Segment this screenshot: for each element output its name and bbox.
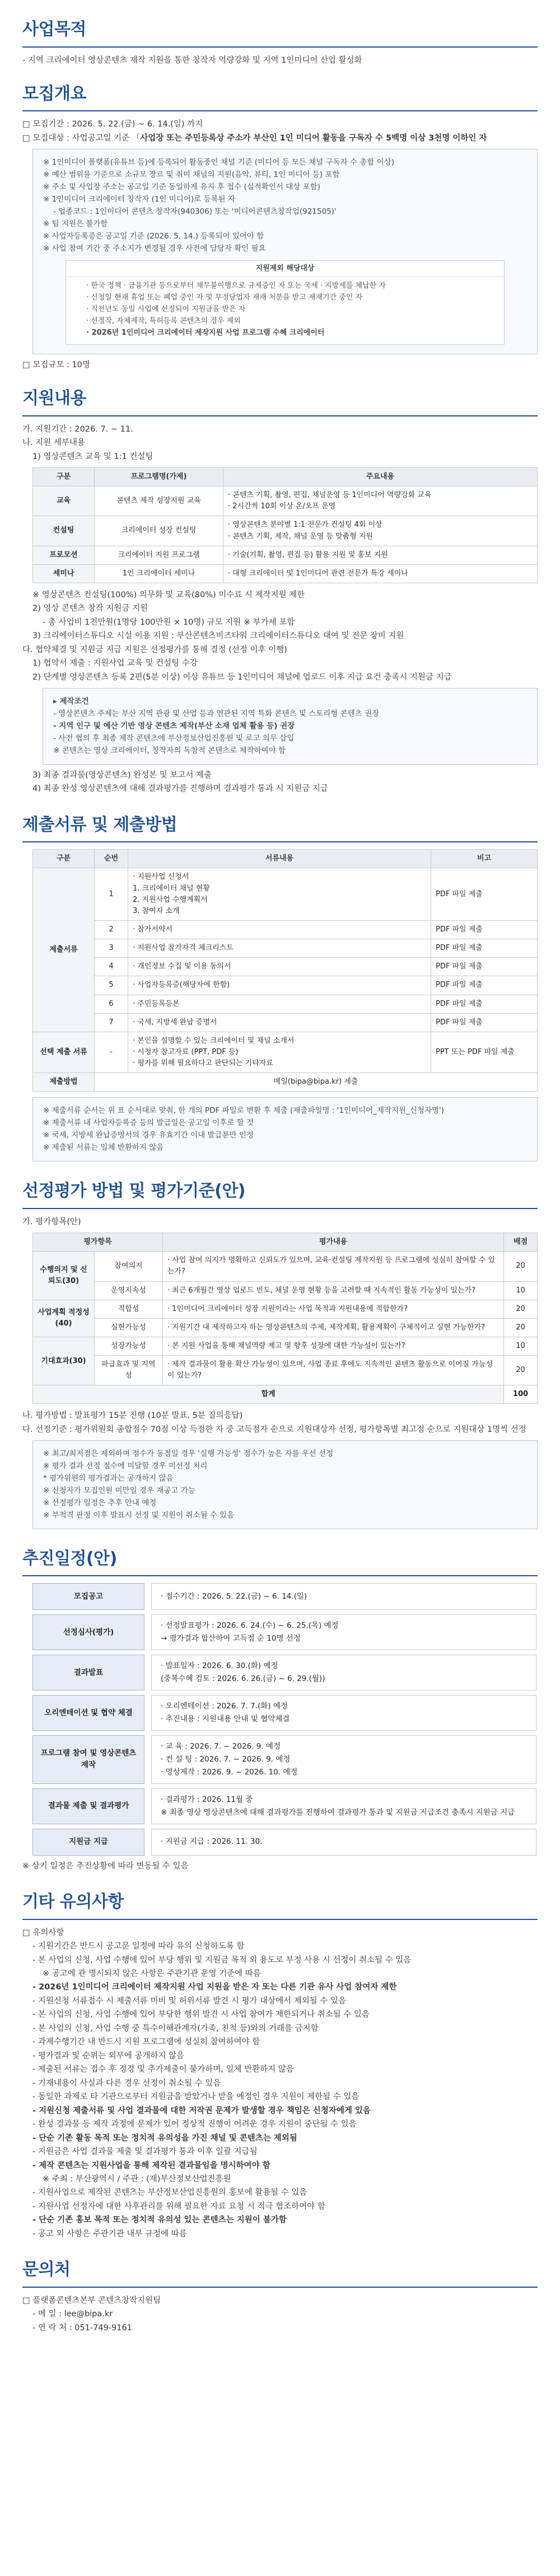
schedule-step-line: (중복수혜 검토 : 2026. 6. 26.(금) ~ 6. 29.(월)) xyxy=(161,1674,325,1684)
eval-note: ※ 신청자가 모집인원 미만일 경우 재공고 가능 xyxy=(43,1486,195,1496)
table-row xyxy=(33,1337,538,1355)
table-row xyxy=(33,1073,538,1092)
recruit-box-line: ※ 팀 지원은 불가함 xyxy=(43,219,108,229)
eval-sub: 참여의지 xyxy=(95,1252,163,1281)
docs-note: ※ 국세, 지방세 완납증명서의 경우 유효기간 이내 발급분만 인정 xyxy=(43,1131,254,1140)
eval-score: 20 xyxy=(504,1318,538,1337)
recruit-section xyxy=(22,81,538,371)
docs-section xyxy=(22,812,538,1161)
caution-line: □ 유의사항 xyxy=(22,1928,64,1937)
schedule-step-line: · 결과평가 : 2026. 11월 중 xyxy=(161,1795,253,1804)
recruit-box-line: ※ 예산 범위를 기준으로 소규모 장르 및 취미 채널의 지원(음악, 뷰티, 1인 미디어 등) 포함 xyxy=(43,170,340,180)
eval-category: 수행의지 및 신뢰도(30) xyxy=(33,1252,95,1300)
schedule-step-body xyxy=(151,1614,536,1650)
recruit-period: □ 모집기간 : 2026. 5. 22.(금) ~ 6. 14.(일) 까지 xyxy=(22,120,203,129)
eval-note: * 평가위원의 평가결과는 공개하지 않음 xyxy=(43,1474,174,1483)
caution-line: - 단순 기존 홍보 목적 또는 정치적 유의성 있는 콘텐츠는 지원이 불가함 xyxy=(32,2216,287,2225)
docs-note: ※ 제출서류 순서는 위 표 순서대로 맞춰, 한 개의 PDF 파일로 변환 후 제출 (제출파일명 : '1인미디어_제작지원_신청자명') xyxy=(43,1106,444,1116)
table-cell: 1인 크리에이터 세미나 xyxy=(95,564,223,583)
eval-note: ※ 선정평가 일정은 추후 안내 예정 xyxy=(43,1498,157,1508)
recruit-box-line: ※ 1인미디어 플랫폼(유튜브 등)에 등록되어 활동중인 채널 기준 (미디어 등 모든 채널 구독자 수 총합 이상) xyxy=(43,158,394,167)
caution-line: ※ 공고에 관 명시되지 않은 사항은 주관기관 운영 기준에 따름 xyxy=(43,1969,261,1978)
support-line: 1) 영상콘텐츠 교육 및 1:1 컨설팅 xyxy=(32,452,153,461)
table-row xyxy=(33,958,538,976)
table-cell: PDF 파일 제출 xyxy=(431,868,538,921)
contact-title: 문의처 xyxy=(22,2260,71,2280)
table-row xyxy=(33,546,538,564)
schedule-step-line: · 발표일자 : 2026. 6. 30.(화) 예정 xyxy=(161,1661,278,1671)
support-table xyxy=(32,467,538,583)
table-header: 비고 xyxy=(431,850,538,868)
table-row xyxy=(33,868,538,921)
docs-note: ※ 제출서류 내 사업자등록증 등의 발급일은 공고일 이후로 할 것 xyxy=(43,1118,254,1128)
caution-line: - 공고 외 사항은 주관기관 내부 규정에 따름 xyxy=(32,2229,187,2238)
section-divider xyxy=(22,1208,538,1209)
eval-sub: 운영지속성 xyxy=(95,1281,163,1300)
table-cell: 1 xyxy=(95,868,128,921)
table-cell: · 사업자등록증(해당자에 한함) xyxy=(128,976,431,995)
support-line: 가. 지원기간 : 2026. 7. ~ 11. xyxy=(22,424,133,434)
caution-line: - 평가결과 및 순위는 외부에 공개하지 않음 xyxy=(32,2051,185,2060)
schedule-step-line: · 접수기간 : 2026. 5. 22.(금) ~ 6. 14.(일) xyxy=(161,1591,307,1601)
caution-line: - 제작 콘텐츠는 지원사업을 통해 제작된 결과물임을 명시하여야 함 xyxy=(32,2161,270,2170)
table-cell: 4 xyxy=(95,958,128,976)
eval-content: · 최근 6개월간 영상 업로드 빈도, 채널 운영 현황 등을 고려할 때 지속적인 활동 가능성이 있는가? xyxy=(162,1281,503,1300)
caution-line: - 지원금은 사업 결과물 제출 및 결과평가 통과 이후 일괄 지급됨 xyxy=(32,2147,258,2157)
table-row xyxy=(33,1356,538,1385)
table-cell: · 국세, 지방세 완납 증명서 xyxy=(128,1013,431,1032)
schedule-list xyxy=(32,1583,536,1855)
docs-group-optional: 선택 제출 서류 xyxy=(33,1032,95,1072)
schedule-step-body xyxy=(151,1829,536,1856)
caution-line: - 지원신청 제출서류 및 사업 결과물에 대한 저작권 문제가 발생할 경우 책임은 신청자에게 있음 xyxy=(32,2106,371,2115)
schedule-step xyxy=(32,1735,536,1784)
table-cell: PDF 파일 제출 xyxy=(431,939,538,958)
exclusion-line: · 선정작, 자체제작, 특허등록 콘텐츠의 경우 제외 xyxy=(86,317,241,326)
table-row xyxy=(33,1385,538,1404)
schedule-step-label: 지원금 지급 xyxy=(32,1829,144,1856)
section-divider xyxy=(22,46,538,48)
recruit-box-line: ※ 사업 참여 기간 중 주소지가 변경될 경우 사전에 담당자 확인 필요 xyxy=(43,243,266,253)
support-line: 3) 크리에이터스튜디오 시설 이용 지원 : 부산콘텐츠비즈타워 크리에이터스튜디오 대여 및 전문 장비 지원 xyxy=(32,631,404,641)
table-cell: 크리에이터 지원 프로그램 xyxy=(95,546,223,564)
eval-title: 선정평가 방법 및 평가기준(안) xyxy=(22,1181,246,1201)
eval-content: · 제작 결과물이 활용 확산 가능성이 있으며, 사업 종료 후에도 지속적인 콘텐츠 활동으로 이어질 가능성이 있는가? xyxy=(162,1356,503,1385)
table-cell: PDF 파일 제출 xyxy=(431,976,538,995)
schedule-step xyxy=(32,1614,536,1650)
schedule-step-label: 결과물 제출 및 결과평가 xyxy=(32,1788,144,1824)
table-cell: PDF 파일 제출 xyxy=(431,958,538,976)
eval-category: 기대효과(30) xyxy=(33,1337,95,1385)
table-cell: PPT 또는 PDF 파일 제출 xyxy=(431,1032,538,1072)
table-cell: 3 xyxy=(95,939,128,958)
exclusion-line: · 2026년 1인미디어 크리에이터 제작지원 사업 프로그램 수혜 크리에이터 xyxy=(86,329,325,338)
caution-line: - 본 사업의 신청, 사업 수행 중 특수이해관계자(가족, 친척 등)와의 거래를 금지함 xyxy=(32,2024,319,2033)
caution-line: - 동일한 과제로 타 기관으로부터 지원금을 받았거나 받을 예정인 경우 지원이 제한될 수 있음 xyxy=(32,2092,360,2102)
table-row xyxy=(33,1300,538,1318)
table-header: 순번 xyxy=(95,850,128,868)
caution-line: - 본 사업의 신청, 사업 수행에 있어 부당한 행위 발견 시 사업 참여가 제한되거나 취소될 수 있음 xyxy=(32,2010,370,2020)
purpose-section xyxy=(22,17,538,67)
table-cell: 5 xyxy=(95,976,128,995)
recruit-target-prefix: □ 모집대상 : 사업공고일 기준 「 xyxy=(22,133,141,143)
support-line: ※ 영상콘텐츠 컨설팅(100%) 의무화 및 교육(80%) 미수료 시 제작지원 제한 xyxy=(32,590,305,599)
table-row xyxy=(33,1252,538,1281)
schedule-step-line: · 교 육 : 2026. 7. ~ 2026. 9. 예정 xyxy=(161,1741,281,1751)
table-cell: 크리에이터 성장 컨설팅 xyxy=(95,516,223,546)
support-section xyxy=(22,386,538,795)
exclusion-title: 지원제외 해당대상 xyxy=(66,261,504,277)
recruit-box-line: ※ 주소 및 사업장 주소는 공고일 기준 동일하게 유지 후 접수 (실적확인서 대상 포함) xyxy=(43,182,320,192)
schedule-step-body xyxy=(151,1735,536,1784)
support-line: 2) 단계별 영상콘텐츠 등록 2편(5분 이상) 이상 유튜브 등 1인미디어 채널에 업로드 이후 지급 요건 충족시 지원금 지급 xyxy=(32,672,452,682)
table-row xyxy=(33,486,538,516)
table-cell: · 대형 크리에이터 및 1인미디어 관련 전문가 특강 세미나 xyxy=(223,564,538,583)
support-line: 나. 지원 세부내용 xyxy=(22,438,85,448)
eval-sub: 실현가능성 xyxy=(95,1318,163,1337)
schedule-title: 추진일정(안) xyxy=(22,1548,117,1568)
table-row xyxy=(33,995,538,1013)
eval-note: ※ 부적격 판정 이후 발표시 선정 및 지원이 취소될 수 있음 xyxy=(43,1511,235,1520)
schedule-step-line: → 평가결과 합산하여 고득점 순 10명 선정 xyxy=(161,1634,301,1643)
support-line: - 총 사업비 1천만원(1명당 100만원 × 10명) 규모 지원 ※ 부가세 포함 xyxy=(43,617,295,627)
schedule-step-line: · 지원금 지급 : 2026. 11. 30. xyxy=(161,1837,263,1847)
table-header: 배점 xyxy=(504,1233,538,1252)
table-cell: PDF 파일 제출 xyxy=(431,995,538,1013)
section-divider xyxy=(22,841,538,842)
table-row xyxy=(33,516,538,546)
table-row xyxy=(33,1032,538,1072)
condition-line: ▸ 제작조건 xyxy=(53,697,89,706)
caution-line: - 본 사업의 신청, 사업 수행에 있어 부당 행위 및 지원금 목적 외 용도로 부정 사용 시 선정이 취소될 수 있음 xyxy=(32,1955,412,1965)
schedule-step-line: · 선정발표평가 : 2026. 6. 24.(수) ~ 6. 25.(목) 예정 xyxy=(161,1621,339,1631)
contact-line: □ 플랫폼콘텐츠본부 콘텐츠창작지원팀 xyxy=(22,2296,161,2305)
eval-score: 10 xyxy=(504,1281,538,1300)
schedule-step-body xyxy=(151,1695,536,1731)
table-cell: · 지원사업 신청서 1. 크리에이터 채널 현황 2. 지원사업 수행계획서 3. 참여자 소개 xyxy=(128,868,431,921)
exclusion-line: · 신청일 현재 휴업 또는 폐업 중인 자 및 부정당업자 제재 처분을 받고 제재기간 중인 자 xyxy=(86,293,363,302)
schedule-step-label: 선정심사(평가) xyxy=(32,1614,144,1650)
docs-method-value: 메일(bipa@bipa.kr) 제출 xyxy=(95,1073,538,1092)
eval-table xyxy=(32,1233,538,1404)
docs-note: ※ 제출된 서류는 일체 반환하지 않음 xyxy=(43,1143,164,1153)
schedule-step-line: · 영상제작 : 2026. 9. ~ 2026. 10. 예정 xyxy=(161,1767,298,1777)
eval-sub: 성장가능성 xyxy=(95,1337,163,1355)
production-condition-box xyxy=(43,688,538,765)
caution-line: - 단순 기존 활동 목적 또는 정치적 유의성을 가진 채널 및 콘텐츠는 제외됨 xyxy=(32,2133,297,2143)
eval-total: 100 xyxy=(504,1385,538,1404)
docs-table-wrap xyxy=(32,849,538,1092)
eval-score: 20 xyxy=(504,1300,538,1318)
contact-phone: - 연 락 처 : 051-749-9161 xyxy=(32,2323,132,2333)
schedule-step-body xyxy=(151,1788,536,1824)
eval-score: 20 xyxy=(504,1252,538,1281)
table-row xyxy=(33,1281,538,1300)
schedule-step-body xyxy=(151,1655,536,1690)
table-header: 구분 xyxy=(33,468,95,486)
eval-score: 10 xyxy=(504,1337,538,1355)
caution-line: - 지원기간은 반드시 공고문 일정에 따라 유의 신청하도록 함 xyxy=(32,1942,245,1951)
exclusion-box xyxy=(66,260,505,345)
eval-section xyxy=(22,1178,538,1529)
table-row xyxy=(33,939,538,958)
support-line: 다. 협약체결 및 지원금 지급 지원은 선정평가를 통해 결정 (선정 이후 이행) xyxy=(22,645,287,654)
table-cell: · 기술(기획, 촬영, 편집 등) 활용 지원 및 홍보 지원 xyxy=(223,546,538,564)
caution-line: - 과제수행기간 내 반드시 지원 프로그램에 성실히 참여하여야 함 xyxy=(32,2038,260,2047)
table-cell: PDF 파일 제출 xyxy=(431,1013,538,1032)
contact-section xyxy=(22,2257,538,2334)
schedule-step-line: · 오리엔테이션 : 2026. 7. 7.(화) 예정 xyxy=(161,1702,288,1711)
table-cell: · 참가서약서 xyxy=(128,921,431,939)
table-cell: - xyxy=(95,1032,128,1072)
table-cell: · 주민등록등본 xyxy=(128,995,431,1013)
table-header: 평가내용 xyxy=(162,1233,503,1252)
caution-line: - 지원신청 서류접수 시 제출서류 미비 및 허위서류 발견 시 평가 대상에서 제외될 수 있음 xyxy=(32,1996,347,2006)
docs-group-required: 제출서류 xyxy=(33,868,95,1032)
condition-line: ※ 콘텐츠는 영상 크리에이터, 창작자의 독창적 콘텐츠로 제작하여야 함 xyxy=(53,746,286,755)
caution-line: ※ 주최 : 부산광역시 / 주관 : (재)부산정보산업진흥원 xyxy=(43,2175,231,2184)
table-row xyxy=(33,1318,538,1337)
section-divider xyxy=(22,2287,538,2288)
table-header: 서류내용 xyxy=(128,850,431,868)
purpose-line: - 지역 크리에이터 영상콘텐츠 제작 지원을 통한 창작자 역량강화 및 지역 1인미디어 산업 활성화 xyxy=(22,55,362,65)
schedule-step xyxy=(32,1655,536,1690)
table-cell: PDF 파일 제출 xyxy=(431,921,538,939)
section-divider xyxy=(22,415,538,416)
recruit-target xyxy=(22,132,538,144)
eval-content: · 본 지원 사업을 통해 채널역량 제고 및 향후 성장에 대한 가능성이 있는가? xyxy=(162,1337,503,1355)
recruit-box-line: - 업종코드 : 1인미디어 콘텐츠 창작자(940306) 또는 '미디어콘텐츠창작업(921505)' xyxy=(53,207,337,217)
recruit-box-line: ※ 사업자등록증은 공고일 기준 (2026. 5. 14.) 등록되어 있어야 함 xyxy=(43,231,264,241)
eval-notes-box xyxy=(32,1440,538,1529)
table-cell: 프로모션 xyxy=(33,546,95,564)
table-cell: 6 xyxy=(95,995,128,1013)
condition-line: - 사전 협의 후 최종 제작 콘텐츠에 부산정보산업진흥원 및 로고 의무 삽입 xyxy=(53,734,295,743)
table-cell: 콘텐츠 제작 성장지원 교육 xyxy=(95,486,223,516)
exclusion-line: · 한국 정책 · 금융기관 등으로부터 채무불이행으로 규제중인 자 또는 국세 · 지방세를 체납한 자 xyxy=(86,281,386,290)
schedule-step-line: · 추진내용 : 지원내용 안내 및 협약체결 xyxy=(161,1715,290,1724)
table-cell: 컨설팅 xyxy=(33,516,95,546)
section-divider xyxy=(22,110,538,111)
recruit-box-line: ※ 1인미디어 크리에이터 창작자 (1인 미디어)로 등록된 자 xyxy=(43,195,235,204)
table-header: 평가항목 xyxy=(33,1233,163,1252)
eval-intro: 가. 평가항목(안) xyxy=(22,1217,81,1226)
caution-line: - 제출된 서류는 접수 후 정정 및 추가제출이 불가하며, 일체 반환하지 않음 xyxy=(32,2065,294,2074)
docs-method-label: 제출방법 xyxy=(33,1073,95,1092)
schedule-step-label: 모집공고 xyxy=(32,1583,144,1610)
condition-line: - 영상콘텐츠 주제는 부산 지역 관광 및 산업 등과 연관된 지역 특화 콘텐츠 및 스토리형 콘텐츠 권장 xyxy=(53,709,380,719)
eval-line: 다. 선정기준 : 평가위원회 종합점수 70점 이상 득점한 자 중 고득점자 순으로 지원대상자 선정, 평가항목별 최고점 순으로 지원대상 1명씩 선정 xyxy=(22,1425,526,1434)
eval-content: · 사업 참여 의지가 명확하고 신뢰도가 있으며, 교육·컨설팅 제작지원 등 프로그램에 성실히 참여할 수 있는가? xyxy=(162,1252,503,1281)
table-cell: · 본인을 설명할 수 있는 크리에이터 및 채널 소개서 · 시청자 참고자료 (PPT, PDF 등) · 평가를 위해 필요하다고 판단되는 기타자료 xyxy=(128,1032,431,1072)
table-cell: · 콘텐츠 기획, 촬영, 편집, 채널운영 등 1인미디어 역량강화 교육 · 2시간씩 10회 이상 온/오프 운영 xyxy=(223,486,538,516)
table-cell: 교육 xyxy=(33,486,95,516)
eval-score: 20 xyxy=(504,1356,538,1385)
support-line: 4) 최종 완성 영상콘텐츠에 대해 결과평가를 진행하며 결과평가 통과 시 지원금 지급 xyxy=(32,784,328,794)
contact-email[interactable]: - 메 일 : lee@bipa.kr xyxy=(32,2310,113,2319)
table-cell: · 지원사업 참가자격 체크리스트 xyxy=(128,939,431,958)
caution-section xyxy=(22,1889,538,2240)
caution-line: - 완성 결과물 등 제작 과정에 문제가 있어 정상적 진행이 어려운 경우 지원이 중단될 수 있음 xyxy=(32,2120,357,2129)
schedule-step xyxy=(32,1583,536,1610)
table-header: 프로그램명(가제) xyxy=(95,468,223,486)
schedule-step xyxy=(32,1695,536,1731)
support-title: 지원내용 xyxy=(22,388,86,409)
table-cell: · 영상콘텐츠 분야별 1:1 전문가 컨설팅 4회 이상 · 콘텐츠 기획, 제작, 채널 운영 등 맞춤형 지원 xyxy=(223,516,538,546)
recruit-title: 모집개요 xyxy=(22,83,86,104)
schedule-step-line: ※ 최종 영상 영상콘텐츠에 대해 결과평가를 진행하여 결과평가 통과 및 지원금 지급조건 충족시 지원금 지급 xyxy=(161,1807,515,1817)
docs-title: 제출서류 및 제출방법 xyxy=(22,814,178,835)
schedule-step-label: 결과발표 xyxy=(32,1655,144,1690)
table-header: 주요내용 xyxy=(223,468,538,486)
table-row xyxy=(33,1013,538,1032)
eval-content: · 지원기간 내 제작하고자 하는 영상콘텐츠의 주제, 제작계획, 활용계획이 구체적이고 실현 가능한가? xyxy=(162,1318,503,1337)
section-divider xyxy=(22,1575,538,1576)
docs-notes-box xyxy=(32,1097,538,1161)
table-cell: 7 xyxy=(95,1013,128,1032)
eval-sub: 적합성 xyxy=(95,1300,163,1318)
support-line: 1) 협약서 제출 : 지원사업 교육 및 컨설팅 수강 xyxy=(32,659,198,668)
caution-line: - 지원사업 선정자에 대한 사후관리를 위해 필요한 자료 요청 시 적극 협조하여야 함 xyxy=(32,2202,325,2211)
table-cell: 세미나 xyxy=(33,564,95,583)
recruit-target-emph: 사업장 또는 주민등록상 주소가 부산인 1인 미디어 활동을 구독자 수 5백명 이상 3천명 이하인 자 xyxy=(140,133,487,143)
schedule-note: ※ 상기 일정은 추진상황에 따라 변동될 수 있음 xyxy=(22,1861,189,1871)
schedule-step xyxy=(32,1829,536,1856)
docs-table xyxy=(32,849,538,1092)
eval-note: ※ 최고/최저점은 제외하며 점수가 동점일 경우 '실행 가능성' 점수가 높은 자를 우선 선정 xyxy=(43,1449,334,1459)
table-row xyxy=(33,921,538,939)
recruit-detail-box xyxy=(32,149,538,354)
schedule-step xyxy=(32,1788,536,1824)
schedule-section xyxy=(22,1546,538,1872)
caution-line: - 기재내용이 사실과 다른 경우 선정이 취소될 수 있음 xyxy=(32,2078,221,2088)
recruit-count: □ 모집규모 : 10명 xyxy=(22,360,90,369)
support-table-wrap xyxy=(32,467,538,583)
schedule-step-label: 오리엔테이션 및 협약 체결 xyxy=(32,1695,144,1731)
eval-sub: 파급효과 및 지역성 xyxy=(95,1356,163,1385)
purpose-title: 사업목적 xyxy=(22,20,86,39)
support-line: 3) 최종 결과물(영상콘텐츠) 완성본 및 보고서 제출 xyxy=(32,770,212,780)
caution-title: 기타 유의사항 xyxy=(22,1892,124,1912)
exclusion-line: · 직전년도 동일 사업에 선정되어 지원금을 받은 자 xyxy=(86,305,246,314)
eval-content: · 1인미디어 크리에이터 성장 지원이라는 사업 목적과 지원내용에 적합한가? xyxy=(162,1300,503,1318)
eval-line: 나. 평가방법 : 발표평가 15분 진행 (10분 발표, 5분 질의응답) xyxy=(22,1411,243,1421)
schedule-step-label: 프로그램 참여 및 영상콘텐츠 제작 xyxy=(32,1735,144,1784)
eval-category: 사업계획 적정성(40) xyxy=(33,1300,95,1337)
caution-line: - 2026년 1인미디어 크리에이터 제작지원 사업 지원을 받은 자 또는 다른 기관 유사 사업 참여자 제한 xyxy=(32,1983,397,1992)
support-line: 2) 영상 콘텐츠 창작 지원금 지원 xyxy=(32,604,148,613)
eval-table-wrap xyxy=(32,1233,538,1404)
caution-line: - 지원사업으로 제작된 콘텐츠는 부산정보산업진흥원의 홍보에 활용될 수 있음 xyxy=(32,2188,307,2198)
table-cell: · 개인정보 수집 및 이용 동의서 xyxy=(128,958,431,976)
schedule-step-line: · 컨 설 팅 : 2026. 7. ~ 2026. 9. 예정 xyxy=(161,1754,291,1764)
table-row xyxy=(33,564,538,583)
table-header: 구분 xyxy=(33,850,95,868)
condition-line: - 지역 인구 및 예산 기반 영상 콘텐츠 제작(부산 소재 업체 활용 등) 권장 xyxy=(53,722,295,731)
table-row xyxy=(33,976,538,995)
eval-note: ※ 평가 결과 선정 점수에 미달할 경우 미선정 처리 xyxy=(43,1462,208,1471)
table-cell: 2 xyxy=(95,921,128,939)
section-divider xyxy=(22,1919,538,1920)
eval-total-label: 합계 xyxy=(33,1385,504,1404)
schedule-step-body xyxy=(151,1583,536,1610)
